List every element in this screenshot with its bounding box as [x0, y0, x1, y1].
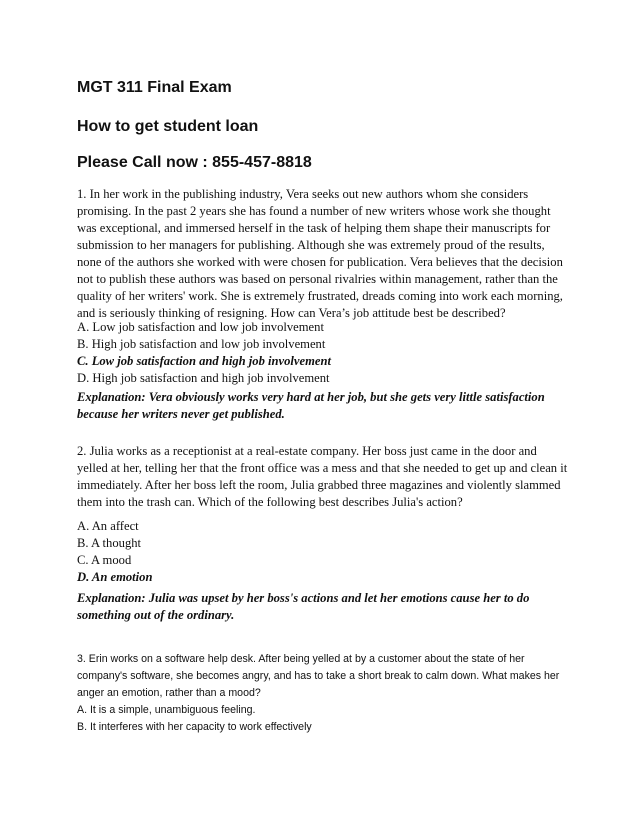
question-2-line: 2. Julia works as a receptionist at a real-estate company. Her boss just came in the door and — [77, 444, 537, 458]
question-1 — [77, 186, 563, 322]
question-1-line: was exceptional, and immersed herself in the task of helping them shape their manuscripts for — [77, 221, 551, 235]
question-1-options — [77, 319, 331, 387]
option-c: C. A mood — [77, 553, 132, 567]
explanation-line: something out of the ordinary. — [77, 608, 235, 622]
option-d-correct: D. An emotion — [77, 570, 153, 584]
question-2-line: yelled at her, telling her that the front office was a mess and that she needed to get up and clean it — [77, 461, 568, 475]
option-b: B. A thought — [77, 536, 142, 550]
question-1-line: none of the authors she worked with were chosen for publication. Vera believes that the decision — [77, 255, 563, 269]
question-1-line: quality of her writers' work. She is extremely frustrated, dreads coming into work each morning, — [77, 289, 563, 303]
option-a: A. An affect — [77, 519, 139, 533]
question-1-line: not to publish these authors was based on personal rivalries within management, rather than the — [77, 272, 558, 286]
exam-subtitle: How to get student loan — [77, 118, 259, 135]
option-c-correct: C. Low job satisfaction and high job involvement — [77, 354, 331, 368]
question-1-line: submission to her managers for publishing. Although she was extremely proud of the results, — [77, 238, 545, 252]
question-2-line: them into the trash can. Which of the following best describes Julia's action? — [77, 495, 463, 509]
option-d: D. High job satisfaction and high job involvement — [77, 371, 330, 385]
option-b: B. High job satisfaction and low job involvement — [77, 337, 326, 351]
call-line: Please Call now : 855-457-8818 — [77, 154, 312, 171]
option-a: A. Low job satisfaction and low job involvement — [77, 320, 324, 334]
question-1-explanation — [77, 389, 545, 423]
question-3-line: A. It is a simple, unambiguous feeling. — [77, 704, 256, 716]
question-2-options — [77, 518, 152, 586]
question-2 — [77, 443, 567, 511]
explanation-line: because her writers never get published. — [77, 407, 285, 421]
question-3-line: anger an emotion, rather than a mood? — [77, 687, 261, 699]
question-1-line: and is seriously thinking of resigning. How can Vera’s job attitude best be described? — [77, 306, 506, 320]
question-3-line: company's software, she becomes angry, and has to take a short break to calm down. What makes her — [77, 670, 560, 682]
explanation-line: Explanation: Vera obviously works very hard at her job, but she gets very little satisfaction — [77, 390, 545, 404]
question-3 — [77, 651, 559, 736]
question-2-line: immediately. After her boss left the room, Julia grabbed three magazines and violently slammed — [77, 478, 561, 492]
explanation-line: Explanation: Julia was upset by her boss's actions and let her emotions cause her to do — [77, 591, 530, 605]
question-1-line: 1. In her work in the publishing industry, Vera seeks out new authors whom she considers — [77, 187, 529, 201]
question-3-line: 3. Erin works on a software help desk. After being yelled at by a customer about the state of her — [77, 653, 525, 665]
question-1-line: promising. In the past 2 years she has found a number of new writers whose work she thought — [77, 204, 551, 218]
question-3-line: B. It interferes with her capacity to work effectively — [77, 721, 312, 733]
question-2-explanation — [77, 590, 529, 624]
exam-title: MGT 311 Final Exam — [77, 79, 232, 96]
